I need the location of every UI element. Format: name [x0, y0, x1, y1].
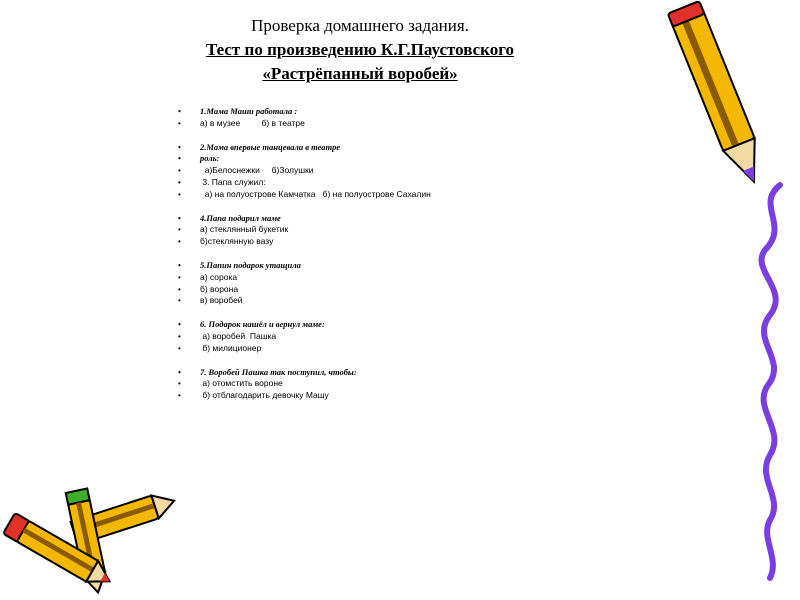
answer-option: • а) стеклянный букетик	[178, 224, 598, 236]
question-text: • 6. Подарок нашёл и вернул маме:	[178, 319, 598, 331]
answer-option: • а) на полуострове Камчатка б) на полуострове Сахалин	[178, 189, 598, 201]
spacer	[178, 201, 598, 213]
answer-option: • б) ворона	[178, 284, 598, 296]
squiggle-line-icon	[750, 180, 800, 580]
answer-option: • а)Белоснежки б)Золушки	[178, 165, 598, 177]
slide-header	[160, 14, 560, 86]
answer-option: • а) в музее б) в театре	[178, 118, 598, 130]
slide-title: Проверка домашнего задания.	[251, 16, 469, 35]
spacer	[178, 248, 598, 260]
question-text: • 5.Папин подарок утащила	[178, 260, 598, 272]
answer-option: • 3. Папа служил:	[178, 177, 598, 189]
answer-option: • в) воробей	[178, 295, 598, 307]
question-text: • 7. Воробей Пашка так поступил, чтобы:	[178, 367, 598, 379]
test-subtitle: Тест по произведению К.Г.Паустовского	[205, 40, 515, 59]
pencil-icon	[660, 0, 785, 195]
answer-option: • а) сорока	[178, 272, 598, 284]
question-text: • роль:	[178, 153, 598, 165]
answer-option: • б) милиционер	[178, 343, 598, 355]
spacer	[178, 355, 598, 367]
question-text: • 2.Мама впервые танцевала в театре	[178, 142, 598, 154]
answer-option: • б) отблагодарить девочку Машу	[178, 390, 598, 402]
story-title: «Растрёпанный воробей»	[262, 64, 458, 83]
question-text: • 1.Мама Маши работала :	[178, 106, 598, 118]
question-list	[178, 106, 598, 402]
answer-option: • б)стеклянную вазу	[178, 236, 598, 248]
spacer	[178, 130, 598, 142]
question-text: • 4.Папа подарил маме	[178, 213, 598, 225]
answer-option: • а) отомстить вороне	[178, 378, 598, 390]
pencil-icon	[0, 515, 120, 595]
spacer	[178, 307, 598, 319]
answer-option: • а) воробей Пашка	[178, 331, 598, 343]
